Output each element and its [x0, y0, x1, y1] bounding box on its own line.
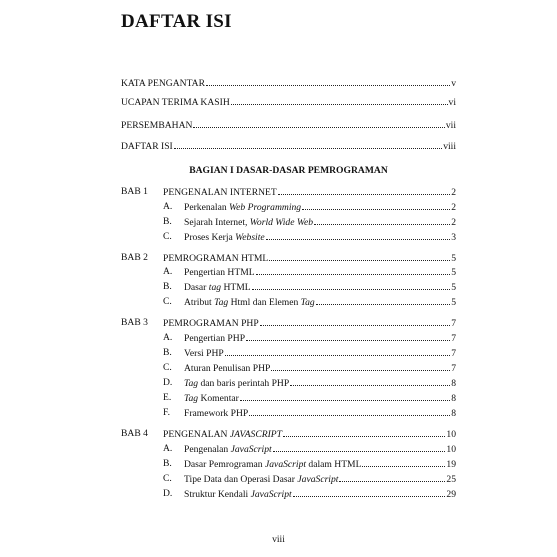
toc-front-entry — [121, 140, 456, 153]
section-title: Dasar Pemrograman JavaScript dalam HTML — [184, 459, 362, 470]
toc-chapter-entry — [163, 317, 456, 330]
toc-section-entry — [184, 443, 456, 456]
dot-leader — [314, 216, 450, 225]
toc-section-entry — [184, 392, 456, 405]
dot-leader — [206, 77, 450, 86]
section-letter: A. — [163, 443, 173, 454]
section-title: Dasar tag HTML — [184, 282, 251, 293]
section-letter: C. — [163, 296, 172, 307]
section-letter: C. — [163, 362, 172, 373]
section-title: Versi PHP — [184, 348, 224, 359]
dot-leader — [293, 488, 446, 497]
toc-front-entry — [121, 77, 456, 90]
section-title: Perkenalan Web Programming — [184, 202, 302, 213]
dot-leader — [266, 231, 451, 240]
dot-leader — [278, 186, 450, 195]
page-footer-number: viii — [272, 534, 285, 545]
section-letter: A. — [163, 332, 173, 343]
dot-leader — [252, 281, 451, 290]
section-letter: E. — [163, 392, 172, 403]
toc-front-entry — [121, 96, 456, 109]
section-letter: B. — [163, 347, 172, 358]
dot-leader — [269, 252, 450, 261]
toc-section-entry — [184, 362, 456, 375]
toc-section-entry — [184, 347, 456, 360]
section-letter: B. — [163, 281, 172, 292]
toc-page-number: 8 — [451, 378, 456, 389]
toc-section-entry — [184, 266, 456, 279]
toc-page-number: 7 — [451, 348, 456, 359]
chapter-title: PEMROGRAMAN PHP — [163, 318, 259, 329]
toc-page-number: 7 — [451, 363, 456, 374]
toc-page-number: 25 — [446, 474, 456, 485]
toc-section-entry — [184, 296, 456, 309]
dot-leader — [249, 407, 450, 416]
dot-leader — [193, 119, 444, 128]
section-letter: D. — [163, 377, 173, 388]
toc-section-entry — [184, 281, 456, 294]
section-title: Tipe Data dan Operasi Dasar JavaScript — [184, 474, 339, 485]
dot-leader — [231, 96, 448, 105]
toc-section-entry — [184, 488, 456, 501]
toc-page-number: 8 — [451, 393, 456, 404]
section-letter: B. — [163, 216, 172, 227]
section-title: Proses Kerja Website — [184, 232, 265, 243]
section-title: Framework PHP — [184, 408, 249, 419]
toc-page-number: 19 — [446, 459, 456, 470]
toc-section-entry — [184, 458, 456, 471]
toc-section-entry — [184, 473, 456, 486]
toc-page-number: vi — [448, 97, 456, 108]
section-title: Pengertian PHP — [184, 333, 246, 344]
toc-entry-label: KATA PENGANTAR — [121, 78, 206, 89]
chapter-title: PENGENALAN INTERNET — [163, 187, 277, 198]
toc-section-entry — [184, 231, 456, 244]
section-title: Atribut Tag Html dan Elemen Tag — [184, 297, 315, 308]
section-letter: F. — [163, 407, 170, 418]
dot-leader — [290, 377, 450, 386]
toc-page-number: 29 — [446, 489, 456, 500]
toc-page-number: 3 — [451, 232, 456, 243]
section-title: Tag dan baris perintah PHP — [184, 378, 290, 389]
dot-leader — [271, 362, 450, 371]
toc-page-number: 5 — [451, 253, 456, 264]
toc-chapter-entry — [163, 186, 456, 199]
section-title: Tag Komentar — [184, 393, 239, 404]
chapter-title: PENGENALAN JAVASCRIPT — [163, 429, 282, 440]
dot-leader — [316, 296, 450, 305]
toc-page-number: vii — [445, 120, 456, 131]
toc-page-number: 2 — [451, 187, 456, 198]
toc-entry-label: DAFTAR ISI — [121, 141, 173, 152]
section-title: Pengertian HTML — [184, 267, 255, 278]
section-title: Aturan Penulisan PHP — [184, 363, 271, 374]
dot-leader — [302, 201, 450, 210]
dot-leader — [240, 392, 450, 401]
toc-page-number: 10 — [446, 444, 456, 455]
section-letter: A. — [163, 266, 173, 277]
dot-leader — [273, 443, 446, 452]
toc-page-number: 2 — [451, 217, 456, 228]
section-title: Pengenalan JavaScript — [184, 444, 272, 455]
toc-page-number: 7 — [451, 333, 456, 344]
chapter-title: PEMROGRAMAN HTML — [163, 253, 269, 264]
chapter-number: BAB 1 — [121, 186, 148, 197]
toc-page-number: 7 — [451, 318, 456, 329]
toc-entry-label: PERSEMBAHAN — [121, 120, 193, 131]
section-letter: C. — [163, 473, 172, 484]
toc-section-entry — [184, 216, 456, 229]
chapter-number: BAB 3 — [121, 317, 148, 328]
section-title: Struktur Kendali JavaScript — [184, 489, 292, 500]
toc-chapter-entry — [163, 428, 456, 441]
toc-page-number: 5 — [451, 297, 456, 308]
toc-section-entry — [184, 201, 456, 214]
toc-entry-label: UCAPAN TERIMA KASIH — [121, 97, 230, 108]
dot-leader — [174, 140, 442, 149]
dot-leader — [339, 473, 445, 482]
dot-leader — [260, 317, 451, 326]
toc-chapter-entry — [163, 252, 456, 265]
part-heading: BAGIAN I DASAR-DASAR PEMROGRAMAN — [189, 165, 388, 176]
dot-leader — [256, 266, 451, 275]
section-letter: B. — [163, 458, 172, 469]
section-letter: A. — [163, 201, 173, 212]
page-title: DAFTAR ISI — [121, 11, 232, 32]
toc-page-number: v — [451, 78, 456, 89]
dot-leader — [246, 332, 450, 341]
dot-leader — [362, 458, 445, 467]
toc-page-number: 2 — [451, 202, 456, 213]
section-title: Sejarah Internet, World Wide Web — [184, 217, 314, 228]
toc-page-number: viii — [443, 141, 456, 152]
section-letter: D. — [163, 488, 173, 499]
toc-section-entry — [184, 332, 456, 345]
toc-page-number: 10 — [446, 429, 456, 440]
toc-page-number: 5 — [451, 282, 456, 293]
toc-front-entry — [121, 119, 456, 132]
toc-page-number: 5 — [451, 267, 456, 278]
toc-section-entry — [184, 377, 456, 390]
toc-page-number: 8 — [451, 408, 456, 419]
toc-section-entry — [184, 407, 456, 420]
chapter-number: BAB 4 — [121, 428, 148, 439]
dot-leader — [283, 428, 445, 437]
chapter-number: BAB 2 — [121, 252, 148, 263]
section-letter: C. — [163, 231, 172, 242]
dot-leader — [225, 347, 450, 356]
